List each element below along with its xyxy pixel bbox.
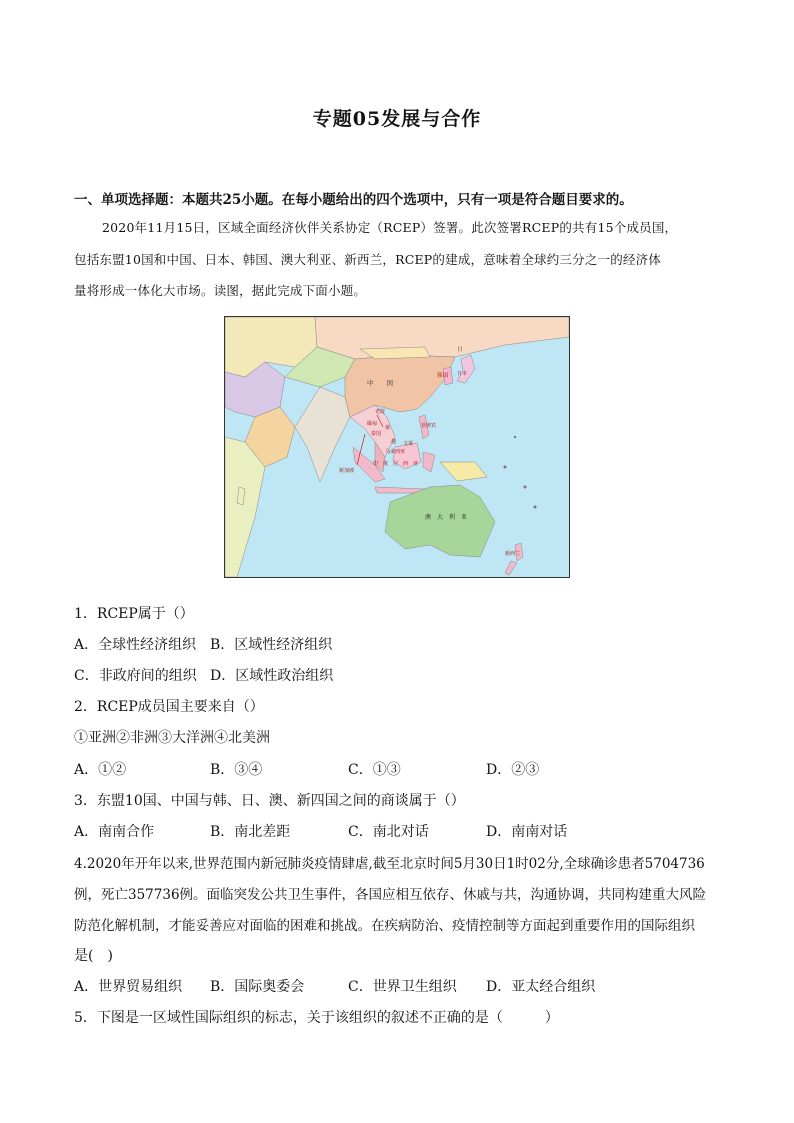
section-heading: 一、单项选择题：本题共25小题。在每小题给出的四个选项中，只有一项是符合题目要求的。 [74,192,633,208]
label-brunei: 文莱 [403,441,414,447]
q3-option-c: C．南北对话 [348,824,429,840]
intro-line-1: 2020年11月15日，区域全面经济伙伴关系协定（RCEP）签署。此次签署RCEP的共有15个成员国， [102,220,678,235]
q4-option-d: D．亚太经合组织 [486,979,596,995]
label-laos: 老挝 [375,409,386,415]
rcep-map [224,316,570,578]
label-indonesia: 印 度 尼 西 亚 [373,461,419,467]
q4-line-4: 是( ) [74,948,113,964]
label-australia: 澳 大 利 亚 [425,514,468,521]
q1-option-c: C．非政府间的组织 [74,668,197,684]
q3-option-a: A．南南合作 [74,824,155,840]
label-singapore: 新加坡 [339,468,355,474]
label-myanmar: 缅甸 [367,421,378,427]
rcep-map-graphic [225,317,569,577]
label-newzealand: 新西兰 [505,551,521,557]
q1-option-d: D．区域性政治组织 [210,668,334,684]
q1-option-a: A．全球性经济组织 [74,637,197,653]
q2-option-d: D．②③ [486,762,540,778]
q2-stem: 2．RCEP成员国主要来自（） [74,699,264,715]
q4-line-3: 防范化解机制，才能妥善应对面临的困难和挑战。在疾病防治、疫情控制等方面起到重要作用的国际组织 [74,918,695,934]
label-thailand: 泰国 [371,431,382,437]
q1-option-b: B．区域性经济组织 [210,637,333,653]
q2-items: ①亚洲②非洲③大洋洲④北美洲 [74,730,270,746]
label-vietnam: 越 [391,439,397,445]
label-cambodia: 柬 [385,425,391,431]
q5-stem: 5．下图是一区域性国际组织的标志，关于该组织的叙述不正确的是（ ） [74,1010,559,1026]
q1-stem: 1．RCEP属于（） [74,606,194,622]
label-china: 中 国 [367,379,393,387]
q3-option-b: B．南北差距 [210,824,291,840]
intro-line-3: 量将形成一体化大市场。读图，据此完成下面小题。 [74,283,367,298]
q4-option-b: B．国际奥委会 [210,979,305,995]
q4-line-2: 例，死亡357736例。面临突发公共卫生事件，各国应相互依存、休戚与共，沟通协调，共同构建重大风险 [74,887,707,903]
label-japan: 日本 [457,371,468,377]
label-philippines: 菲律宾 [421,423,437,429]
q3-option-d: D．南南对话 [486,824,568,840]
q4-line-1: 4.2020年开年以来,世界范围内新冠肺炎疫情肆虐,截至北京时间5月30日1时02分,全球确诊患者5704736 [74,856,705,872]
q2-option-b: B．③④ [210,762,263,778]
q2-option-c: C．①③ [348,762,401,778]
intro-line-2: 包括东盟10国和中国、日本、韩国、澳大利亚、新西兰，RCEP的建成，意味着全球约三分之一的经济体 [74,252,662,267]
q4-option-c: C．世界卫生组织 [348,979,457,995]
q4-option-a: A．世界贸易组织 [74,979,183,995]
label-korea: 韩国 [437,373,449,379]
page-title: 专题05发展与合作 [312,108,482,130]
q2-option-a: A．①② [74,762,127,778]
label-japan-top: 日 [457,347,463,353]
q3-stem: 3．东盟10国、中国与韩、日、澳、新四国之间的商谈属于（） [74,793,465,809]
label-malaysia: 马来西亚 [385,449,406,455]
